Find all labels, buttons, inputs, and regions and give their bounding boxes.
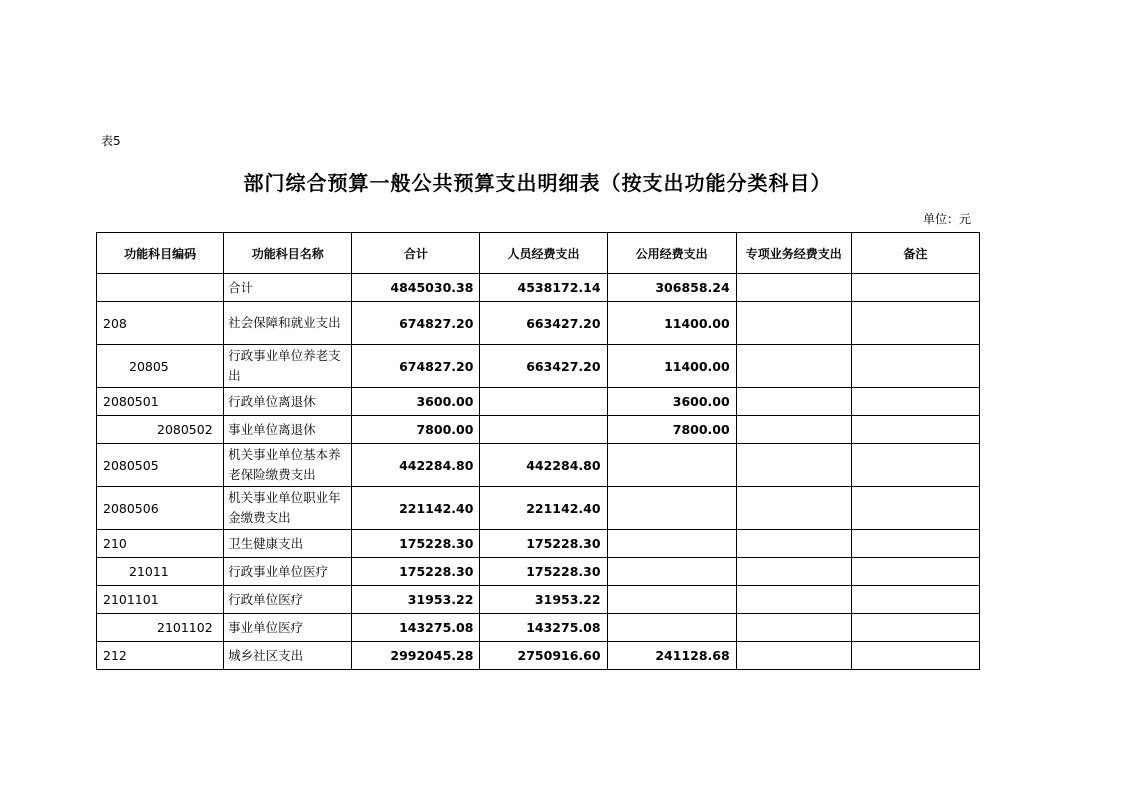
cell-note	[851, 487, 979, 530]
cell-total: 7800.00	[352, 416, 480, 444]
cell-note	[851, 345, 979, 388]
cell-code: 212	[97, 642, 224, 670]
cell-personnel: 31953.22	[480, 586, 607, 614]
unit-label: 单位：元	[922, 212, 971, 226]
cell-name: 事业单位离退休	[224, 416, 352, 444]
cell-public	[607, 558, 736, 586]
cell-personnel	[480, 388, 607, 416]
table-row	[97, 416, 980, 444]
cell-total: 674827.20	[352, 302, 480, 345]
cell-code: 210	[97, 530, 224, 558]
budget-table	[96, 232, 980, 670]
table-row	[97, 302, 980, 345]
cell-note	[851, 558, 979, 586]
cell-name: 行政事业单位医疗	[224, 558, 352, 586]
cell-total: 143275.08	[352, 614, 480, 642]
cell-special	[736, 345, 851, 388]
cell-note	[851, 530, 979, 558]
cell-name: 行政单位医疗	[224, 586, 352, 614]
cell-code: 2101102	[97, 614, 224, 642]
cell-code	[97, 274, 224, 302]
cell-special	[736, 586, 851, 614]
cell-name: 卫生健康支出	[224, 530, 352, 558]
header-public: 公用经费支出	[607, 233, 736, 274]
table-number-label: 表5	[101, 134, 121, 148]
cell-special	[736, 302, 851, 345]
cell-public	[607, 586, 736, 614]
header-note: 备注	[851, 233, 979, 274]
cell-code: 21011	[97, 558, 224, 586]
cell-total: 3600.00	[352, 388, 480, 416]
cell-personnel: 663427.20	[480, 345, 607, 388]
cell-public: 3600.00	[607, 388, 736, 416]
cell-special	[736, 274, 851, 302]
cell-total: 175228.30	[352, 558, 480, 586]
cell-name: 城乡社区支出	[224, 642, 352, 670]
cell-special	[736, 487, 851, 530]
cell-public	[607, 487, 736, 530]
cell-personnel: 221142.40	[480, 487, 607, 530]
cell-special	[736, 388, 851, 416]
cell-note	[851, 444, 979, 487]
header-row	[97, 233, 980, 274]
cell-public: 11400.00	[607, 345, 736, 388]
table-row	[97, 558, 980, 586]
cell-code: 2080502	[97, 416, 224, 444]
cell-personnel: 2750916.60	[480, 642, 607, 670]
table-row	[97, 642, 980, 670]
table-row	[97, 487, 980, 530]
cell-total: 4845030.38	[352, 274, 480, 302]
cell-special	[736, 416, 851, 444]
cell-total: 2992045.28	[352, 642, 480, 670]
cell-note	[851, 302, 979, 345]
cell-special	[736, 642, 851, 670]
cell-public: 11400.00	[607, 302, 736, 345]
table-row	[97, 345, 980, 388]
cell-total: 175228.30	[352, 530, 480, 558]
cell-note	[851, 274, 979, 302]
cell-name: 行政单位离退休	[224, 388, 352, 416]
cell-code: 2080501	[97, 388, 224, 416]
cell-public	[607, 444, 736, 487]
cell-name: 社会保障和就业支出	[224, 302, 352, 345]
cell-public	[607, 530, 736, 558]
cell-personnel: 175228.30	[480, 530, 607, 558]
cell-note	[851, 586, 979, 614]
cell-public: 7800.00	[607, 416, 736, 444]
table-row	[97, 274, 980, 302]
cell-public	[607, 614, 736, 642]
cell-code: 20805	[97, 345, 224, 388]
cell-note	[851, 416, 979, 444]
header-personnel: 人员经费支出	[480, 233, 607, 274]
header-special: 专项业务经费支出	[736, 233, 851, 274]
cell-note	[851, 388, 979, 416]
cell-total: 221142.40	[352, 487, 480, 530]
cell-personnel	[480, 416, 607, 444]
cell-code: 2080506	[97, 487, 224, 530]
header-name: 功能科目名称	[224, 233, 352, 274]
cell-name: 机关事业单位基本养老保险缴费支出	[224, 444, 352, 487]
cell-code: 2101101	[97, 586, 224, 614]
table-row	[97, 388, 980, 416]
cell-name: 事业单位医疗	[224, 614, 352, 642]
cell-personnel: 143275.08	[480, 614, 607, 642]
table-row	[97, 586, 980, 614]
header-code: 功能科目编码	[97, 233, 224, 274]
cell-name: 合计	[224, 274, 352, 302]
cell-total: 442284.80	[352, 444, 480, 487]
cell-public: 306858.24	[607, 274, 736, 302]
cell-total: 674827.20	[352, 345, 480, 388]
cell-note	[851, 642, 979, 670]
cell-name: 行政事业单位养老支出	[224, 345, 352, 388]
cell-code: 208	[97, 302, 224, 345]
table-row	[97, 614, 980, 642]
page-title: 部门综合预算一般公共预算支出明细表（按支出功能分类科目）	[243, 171, 832, 195]
cell-name: 机关事业单位职业年金缴费支出	[224, 487, 352, 530]
cell-special	[736, 444, 851, 487]
cell-special	[736, 558, 851, 586]
table-row	[97, 444, 980, 487]
cell-public: 241128.68	[607, 642, 736, 670]
header-total: 合计	[352, 233, 480, 274]
table-row	[97, 530, 980, 558]
cell-personnel: 4538172.14	[480, 274, 607, 302]
cell-special	[736, 614, 851, 642]
cell-personnel: 442284.80	[480, 444, 607, 487]
cell-special	[736, 530, 851, 558]
cell-personnel: 663427.20	[480, 302, 607, 345]
cell-note	[851, 614, 979, 642]
cell-total: 31953.22	[352, 586, 480, 614]
cell-code: 2080505	[97, 444, 224, 487]
cell-personnel: 175228.30	[480, 558, 607, 586]
